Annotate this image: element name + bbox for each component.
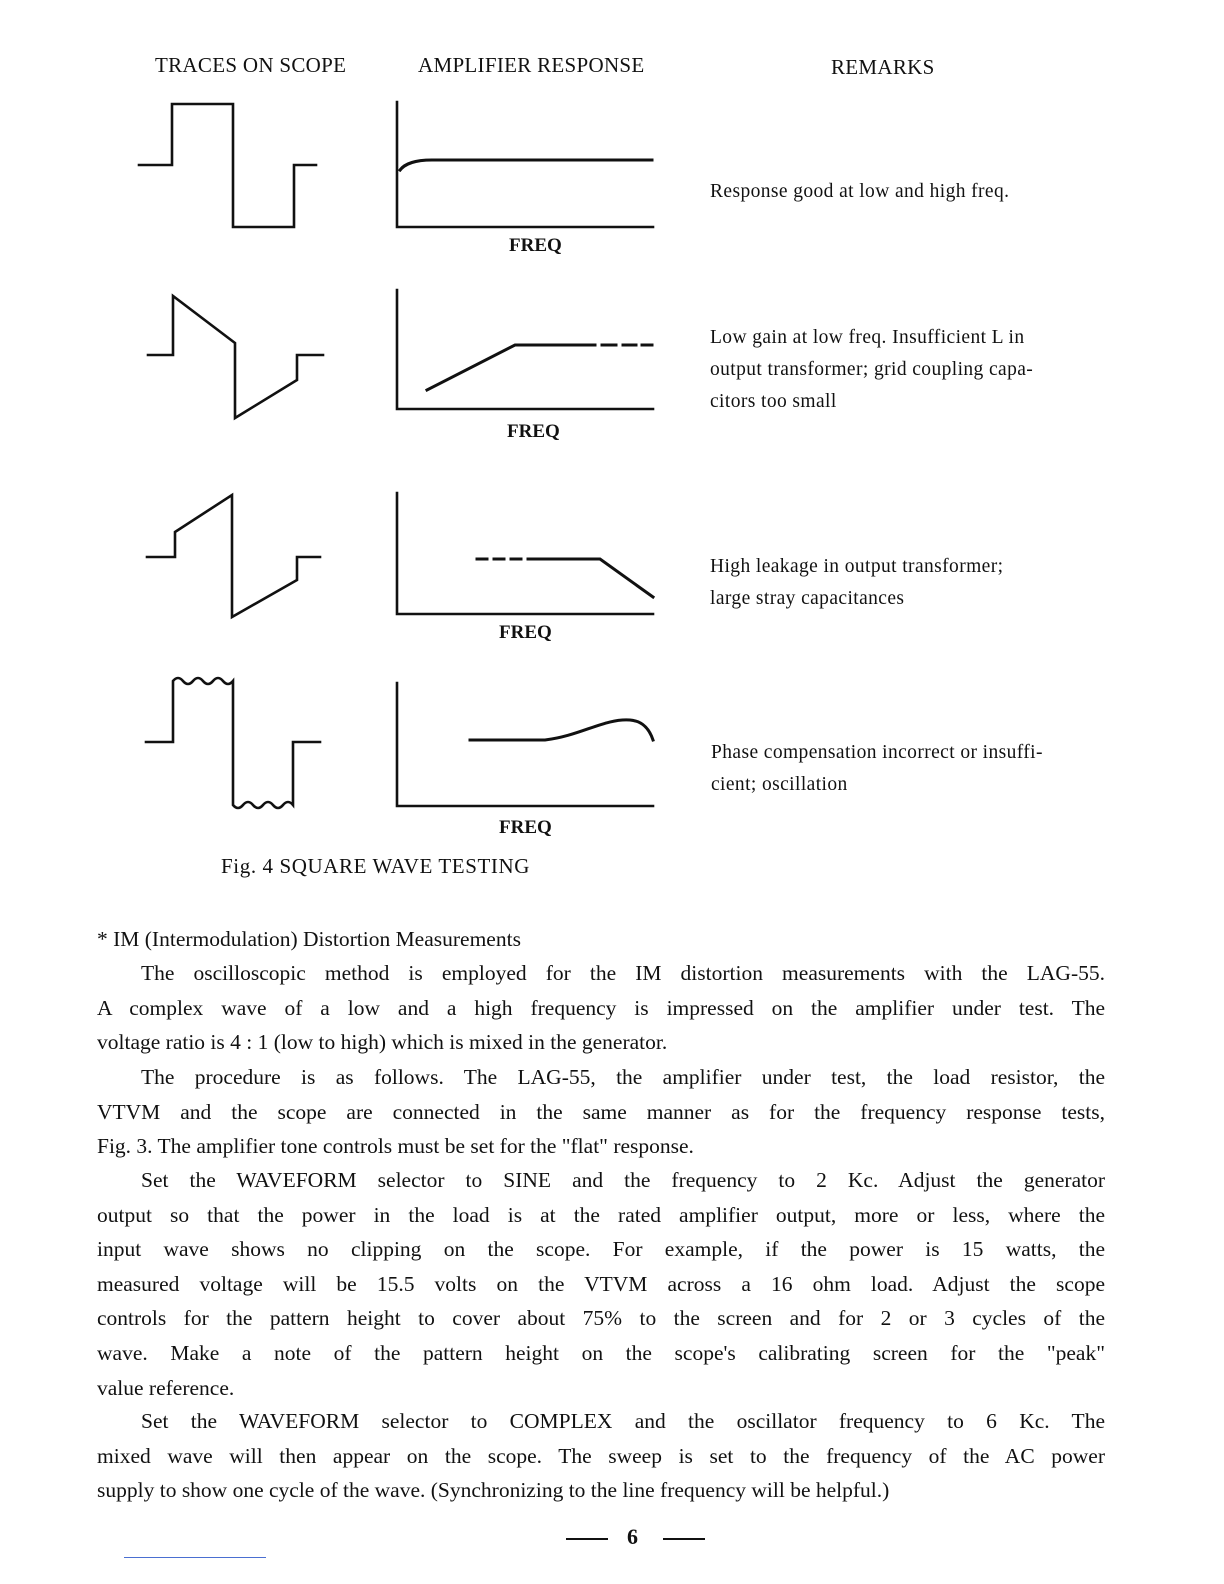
text-line: input wave shows no clipping on the scope. For example, if the power is 15 watts, the: [97, 1237, 1105, 1262]
header-remarks: REMARKS: [831, 55, 935, 79]
page-number-rule-left: [566, 1538, 608, 1540]
text-line: A complex wave of a low and a high frequency is impressed on the amplifier under test. The: [97, 995, 1105, 1020]
trace-row2-tilted-wave: [148, 296, 323, 418]
response-row2-axes: [397, 290, 653, 409]
paragraph-2: [97, 1060, 1105, 1164]
paragraph-3: [97, 1163, 1105, 1405]
remark-line: Response good at low and high freq.: [710, 181, 1010, 202]
response-row1-curve: [400, 160, 652, 170]
text-line: Set the WAVEFORM selector to COMPLEX and the oscillator frequency to 6 Kc. The: [141, 1409, 1105, 1433]
response-row4-curve: [470, 720, 653, 740]
paragraph-4: [97, 1404, 1105, 1508]
response-row3-axes: [397, 493, 653, 614]
freq-label-row2: FREQ: [507, 421, 560, 442]
response-row3-curve: [528, 559, 653, 597]
response-row2-curve: [427, 345, 595, 390]
trace-row1-square-wave: [139, 104, 316, 227]
text-line: supply to show one cycle of the wave. (Synchronizing to the line frequency will be helpful.): [97, 1478, 890, 1503]
trace-row3-tilted-wave: [147, 495, 320, 617]
freq-label-row4: FREQ: [499, 817, 552, 838]
page-number-rule-right: [663, 1538, 705, 1540]
remark-line: cient; oscillation: [711, 774, 848, 795]
text-line: voltage ratio is 4 : 1 (low to high) which is mixed in the generator.: [97, 1030, 668, 1055]
footer-divider: [124, 1557, 266, 1558]
remark-line: High leakage in output transformer;: [710, 556, 1004, 577]
text-line: output so that the power in the load is at the rated amplifier output, more or less, where the: [97, 1202, 1105, 1227]
text-line: The oscilloscopic method is employed for the IM distortion measurements with the LAG-55.: [141, 961, 1105, 985]
text-line: mixed wave will then appear on the scope. The sweep is set to the frequency of the AC power: [97, 1443, 1105, 1468]
remark-line: citors too small: [710, 391, 837, 412]
text-line: controls for the pattern height to cover about 75% to the screen and for 2 or 3 cycles of the: [97, 1306, 1105, 1331]
remark-row2: [710, 322, 1033, 418]
header-traces-on-scope: TRACES ON SCOPE: [155, 53, 347, 77]
text-line: Set the WAVEFORM selector to SINE and the frequency to 2 Kc. Adjust the generator: [141, 1168, 1105, 1192]
text-line: Fig. 3. The amplifier tone controls must be set for the "flat" response.: [97, 1134, 694, 1159]
remark-row4: [711, 737, 1043, 801]
section-title: * IM (Intermodulation) Distortion Measurements: [97, 927, 521, 951]
response-row4-axes: [397, 683, 653, 806]
text-line: measured voltage will be 15.5 volts on the VTVM across a 16 ohm load. Adjust the scope: [97, 1271, 1105, 1296]
trace-row4-ringing-wave: [146, 678, 320, 808]
remark-line: output transformer; grid coupling capa-: [710, 359, 1034, 380]
freq-label-row3: FREQ: [499, 622, 552, 643]
text-line: VTVM and the scope are connected in the same manner as for the frequency response tests,: [97, 1099, 1105, 1124]
freq-label-row1: FREQ: [509, 235, 562, 256]
remark-line: large stray capacitances: [710, 588, 905, 609]
text-line: value reference.: [97, 1375, 235, 1400]
paragraph-1: [97, 956, 1105, 1060]
remark-line: Phase compensation incorrect or insuffi-: [711, 742, 1043, 763]
remark-row1: [710, 176, 1009, 208]
text-line: The procedure is as follows. The LAG-55, the amplifier under test, the load resistor, the: [141, 1065, 1105, 1089]
header-amplifier-response: AMPLIFIER RESPONSE: [418, 53, 645, 77]
page-number: 6: [627, 1524, 638, 1549]
text-line: wave. Make a note of the pattern height on the scope's calibrating screen for the "peak": [97, 1340, 1105, 1365]
remark-line: Low gain at low freq. Insufficient L in: [710, 327, 1025, 348]
figure-caption: Fig. 4 SQUARE WAVE TESTING: [221, 854, 531, 878]
response-row1-axes: [397, 102, 653, 227]
remark-row3: [710, 551, 1003, 615]
